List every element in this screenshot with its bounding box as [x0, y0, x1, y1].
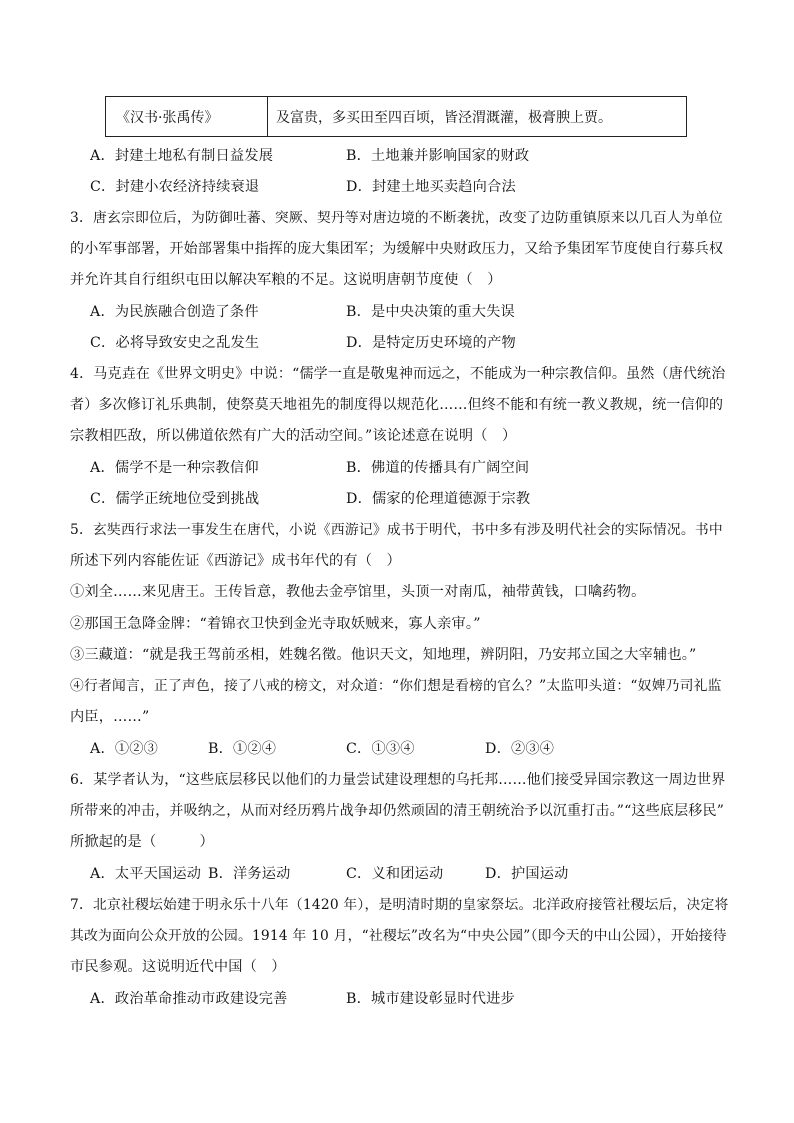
- q5-item-4: ④行者闻言，正了声色，接了八戒的榜文，对众道：“你们想是看榜的官么？”太监叩头道：“奴婢乃司礼监: [70, 678, 722, 694]
- q4-option-a: A．儒学不是一种宗教信仰: [90, 460, 259, 476]
- q3-line-1: 3．唐玄宗即位后，为防御吐蕃、突厥、契丹等对唐边境的不断袭扰，改变了边防重镇原来以几百人为单位: [70, 210, 723, 226]
- q5-item-2: ②那国王急降金牌：“着锦衣卫快到金光寺取妖贼来，寡人亲审。”: [70, 616, 481, 632]
- q6-line-3: 所掀起的是（ ）: [70, 834, 214, 850]
- q3-option-a: A．为民族融合创造了条件: [90, 304, 259, 320]
- q6-option-d: D．护国运动: [485, 866, 569, 882]
- q5-item-4-cont: 内臣，……”: [70, 709, 150, 725]
- q5-line-1: 5．玄奘西行求法一事发生在唐代，小说《西游记》成书于明代，书中多有涉及明代社会的实际情况。书中: [70, 522, 723, 538]
- q3-option-c: C．必将导致安史之乱发生: [90, 335, 260, 351]
- q7-option-b: B．城市建设彰显时代进步: [346, 991, 515, 1007]
- q6-line-1: 6．某学者认为，“这些底层移民以他们的力量尝试建设理想的乌托邦……他们接受异国宗教这一周边世界: [70, 772, 726, 788]
- q2-option-a: A．封建土地私有制日益发展: [90, 148, 274, 164]
- q5-option-b: B．①②④: [208, 741, 277, 757]
- q7-line-3: 市民参观。这说明近代中国（ ）: [70, 959, 286, 975]
- q4-option-b: B．佛道的传播具有广阔空间: [346, 460, 530, 476]
- q7-line-1: 7．北京社稷坛始建于明永乐十八年（1420 年），是明清时期的皇家祭坛。北洋政府接管社稷坛后，决定将: [70, 897, 729, 913]
- q4-option-d: D．儒家的伦理道德源于宗教: [346, 491, 531, 507]
- q5-option-c: C．①③④: [346, 741, 415, 757]
- q5-option-d: D．②③④: [485, 741, 555, 757]
- q5-item-1: ①刘全……来见唐王。王传旨意，教他去金亭馆里，头顶一对南瓜，袖带黄钱，口噙药物。: [70, 584, 646, 600]
- q5-item-3: ③三藏道：“就是我王驾前丞相，姓魏名徵。他识天文，知地理，辨阴阳，乃安邦立国之大宰辅也。”: [70, 647, 697, 663]
- q2-option-d: D．封建土地买卖趋向合法: [346, 179, 516, 195]
- q5-option-a: A．①②③: [90, 741, 158, 757]
- q5-line-2: 所述下列内容能佐证《西游记》成书年代的有（ ）: [70, 553, 401, 569]
- q4-line-2: 者）多次修订礼乐典制，使祭莫天地祖先的制度得以规范化……但终不能和有统一教义教规，统一信仰的: [70, 397, 724, 413]
- q4-line-3: 宗教相匹敌，所以佛道依然有广大的活动空间。”该论述意在说明（ ）: [70, 428, 517, 444]
- table-source-cell: 《汉书·张禹传》: [106, 97, 268, 136]
- q2-option-b: B．土地兼并影响国家的财政: [346, 148, 530, 164]
- q4-option-c: C．儒学正统地位受到挑战: [90, 491, 260, 507]
- q3-option-b: B．是中央决策的重大失误: [346, 304, 515, 320]
- q7-option-a: A．政治革命推动市政建设完善: [90, 991, 288, 1007]
- q3-line-3: 并允许其自行组织屯田以解决军粮的不足。这说明唐朝节度使（ ）: [70, 272, 502, 288]
- q3-option-d: D．是特定历史环境的产物: [346, 335, 516, 351]
- q4-line-1: 4．马克垚在《世界文明史》中说：“儒学一直是敬鬼神而远之，不能成为一种宗教信仰。虽然（唐代统治: [70, 366, 726, 382]
- q6-option-a: A．太平天国运动: [90, 866, 202, 882]
- q6-option-b: B．洋务运动: [208, 866, 291, 882]
- q2-option-c: C．封建小农经济持续衰退: [90, 179, 260, 195]
- q7-line-2: 其改为面向公众开放的公园。1914 年 10 月，“社稷坛”改名为“中央公园”（即今天的中山公园），开始接待: [70, 928, 727, 944]
- source-table: [105, 96, 687, 137]
- q3-line-2: 的小军事部署，开始部署集中指挥的庞大集团军；为缓解中央财政压力，又给予集团军节度使自行募兵权: [70, 241, 724, 257]
- q6-line-2: 所带来的冲击，并吸纳之，从而对经历鸦片战争却仍然顽固的清王朝统治予以沉重打击。”“这些底层移民”: [70, 803, 725, 819]
- q6-option-c: C．义和团运动: [346, 866, 444, 882]
- table-content-cell: 及富贵，多买田至四百顷，皆泾渭溉灌，极膏腴上贾。: [276, 109, 612, 126]
